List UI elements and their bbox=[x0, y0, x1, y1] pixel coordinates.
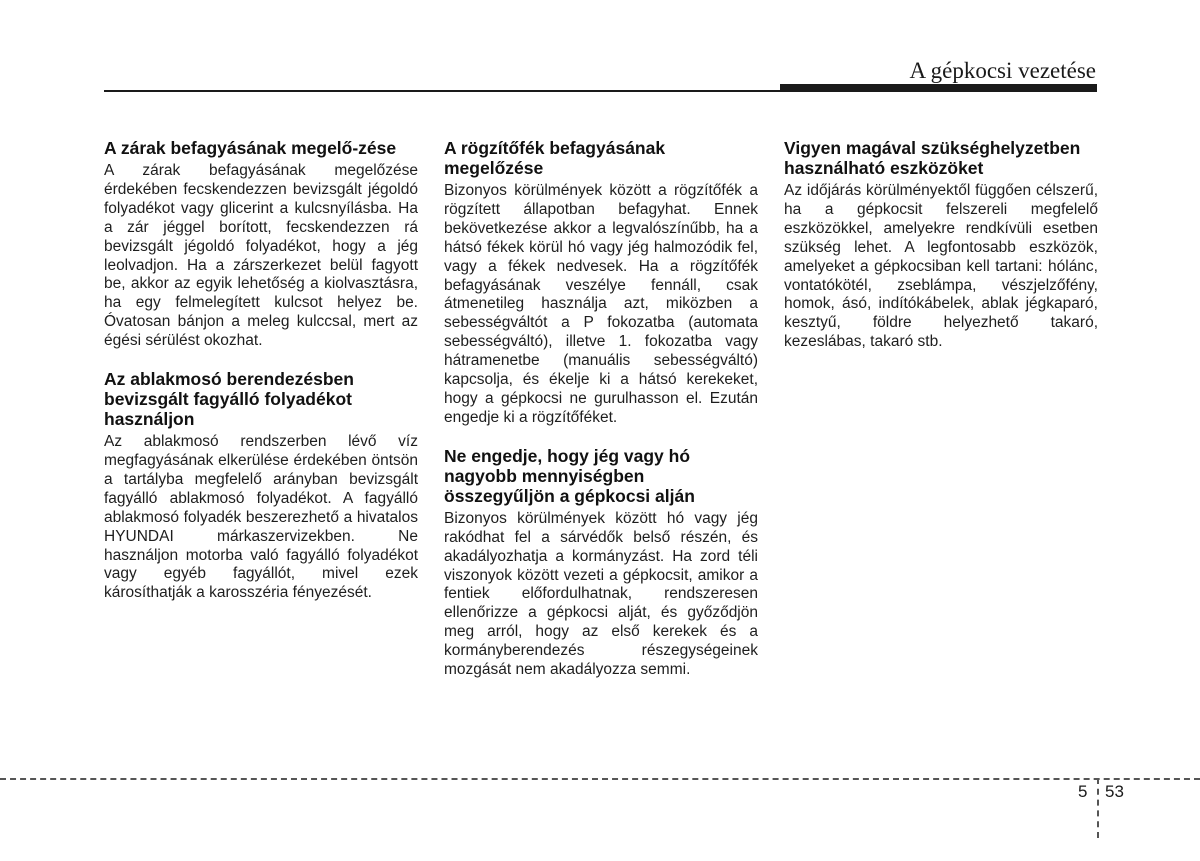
text-column-1 bbox=[104, 138, 418, 621]
text-column-3 bbox=[784, 138, 1098, 370]
header-rule-thin bbox=[104, 90, 784, 92]
header-rule-thick bbox=[780, 84, 1097, 92]
section-washer-antifreeze bbox=[104, 369, 418, 603]
section-lock-freezing bbox=[104, 138, 418, 351]
section-heading: A zárak befagyásának megelő-zése bbox=[104, 138, 397, 158]
footer-dashed-rule bbox=[0, 778, 1200, 780]
section-body: Az ablakmosó rendszerben lévő víz megfagyásának elkerülése érdekében öntsön a tartályba megfelelő arányban bevizsgált fagyálló ablakmosó folyadékot. A fagyálló ablakmosó folyadék beszerezhető a hivatalos HYUNDAI márkaszervizekben. Ne használjon motorba való fagyálló folyadékot vagy egyéb fagyállót, mivel ezek károsíthatják a karosszéria fényezését. bbox=[104, 433, 418, 602]
section-heading: A rögzítőfék befagyásának megelőzése bbox=[444, 138, 666, 178]
footer-dashed-divider bbox=[1097, 778, 1099, 838]
section-body: Bizonyos körülmények között hó vagy jég rakódhat fel a sárvédők belső részén, és akadályozhatja a kormányzást. Ha zord téli viszonyok között vezeti a gépkocsit, amikor a fentiek előfordulhatnak, rendszeresen ellenőrizze a gépkocsi alját, és győződjön meg arról, hogy az első kerekek és a kormányberendezés részegységeinek mozgását nem akadályozza semmi. bbox=[444, 509, 758, 679]
section-heading: Vigyen magával szükséghelyzetben használható eszközöket bbox=[784, 138, 1081, 178]
section-emergency-equipment bbox=[784, 138, 1098, 352]
section-body: Bizonyos körülmények között a rögzítőfék a rögzített állapotban befagyhat. Ennek bekövetkezése akkor a legvalószínűbb, ha a hátsó fékek körül hó vagy jég halmozódik fel, vagy a fékek nedvesek. Ha a rögzítőfék befagyásának veszélye fennáll, csak átmenetileg használja azt, miközben a sebességváltót a P fokozatba (automata sebességváltó), illetve 1. fokozatba vagy hátramenetbe (manuális sebességváltó) kapcsolja, és ékelje ki a hátsó kerekeket, hogy a gépkocsi ne gurulhasson el. Ezután engedje ki a rögzítőféket. bbox=[444, 182, 758, 426]
text-column-2 bbox=[444, 138, 758, 698]
section-heading: Az ablakmosó berendezésben bevizsgált fagyálló folyadékot használjon bbox=[104, 369, 354, 430]
chapter-number: 5 bbox=[1078, 782, 1088, 801]
section-parking-brake-freezing bbox=[444, 138, 758, 428]
section-ice-snow-buildup bbox=[444, 446, 758, 680]
page-number: 53 bbox=[1105, 782, 1124, 801]
section-body: A zárak befagyásának megelőzése érdekében fecskendezzen bevizsgált jégoldó folyadékot vagy glicerint a kulcsnyílásba. Ha a zár jéggel borított, fecskendezzen rá bevizsgált jégoldó folyadékot, hogy a jég leolvadjon. Ha a zárszerkezet belül fagyott be, akkor az egyik lehetőség a kiolvasztásra, ha egy felmelegített kulcsot helyez be. Óvatosan bánjon a meleg kulccsal, mert az égési sérülést okozhat. bbox=[104, 162, 418, 350]
running-header-title: A gépkocsi vezetése bbox=[909, 58, 1096, 83]
section-body: Az időjárás körülményektől függően célszerű, ha a gépkocsit felszereli megfelelő eszközökkel, amelyekre rendkívüli esetben szükség lehet. A legfontosabb eszközök, amelyeket a gépkocsiban kell tartani: hólánc, vontatókötél, zseblámpa, vészjelzőfény, homok, ásó, indítókábelek, ablak jégkaparó, kesztyű, földre helyezhető takaró, kezeslábas, takaró stb. bbox=[784, 182, 1098, 351]
section-heading: Ne engedje, hogy jég vagy hó nagyobb mennyiségben összegyűljön a gépkocsi alján bbox=[444, 445, 695, 506]
